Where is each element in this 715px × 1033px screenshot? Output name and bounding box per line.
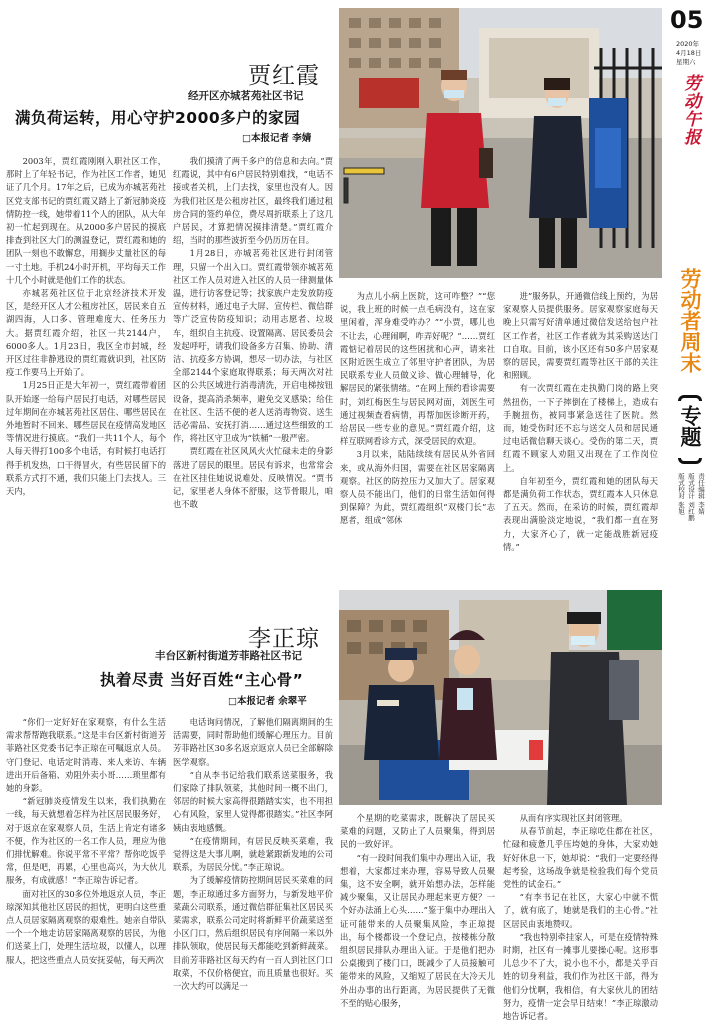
paragraph: 自年初至今，贾红霞和她的团队每天都是满负荷工作状态，贾红霞本人只休息了五天。然而，在采访的时候，贾红霞却表现出满脸淡定地说，“我们都一直在努力，大家齐心了，就一定能战胜新冠疫情。” [503, 475, 658, 552]
paragraph: 有一次贾红霞在走执勤门岗的路上突然扭伤，一下子摔倒在了楼梯上，造成右手腕扭伤，被同事紧急送往了医院。然而，她受伤时还不忘与送交人员和居民通过电话微信聊天谈心。受伤的第二天，贾红霞不顾家人劝阻又出现在了工作岗位上。 [503, 383, 658, 473]
story2-name: 李正琼 [248, 626, 320, 652]
paragraph: 3月以来，陆陆续续有居民从外省回来，或从海外归国，需要在社区居家隔离观察。社区的防控压力又加大了。居家观察人员不能出门，他们的日常生活如何得到保障？为此，贾红霞组织“双楼门长”志愿者，组成“邻休 [340, 449, 495, 526]
section-bracket [678, 395, 702, 401]
credits [674, 473, 708, 563]
story2-column-1 [6, 716, 166, 1031]
story2-byline: □本报记者 余翠平 [228, 696, 307, 707]
date-day: 4月18日 [676, 49, 702, 57]
story1-byline: □本报记者 李婧 [242, 133, 312, 144]
story1-column-4 [503, 290, 658, 565]
paragraph: “新冠肺炎疫情发生以来，我们执勤在一线，每天就想着怎样为社区居民服务好，对于返京在家观察人员，生活上肯定有诸多不便，作为社区的一名工作人员，理应为他们排忧解难。你说平常不平常？帮你吃饭乎常，但是吧，再累，心里也高兴，为大伙儿服务，有成就感！”李正琼告诉记者。 [6, 796, 166, 886]
story2-column-2 [173, 716, 333, 1031]
paragraph: “有一段时间我们集中办理出入证，我想着，大家都过来办理，容易导致人员聚集，这不安全啊，就开始想办法，怎样能减少聚集，又让居民办理起来更方便？一个好办法涌上心头……”鉴于集中办理出入证可能带来的人员聚集风险，李正琼提出，每个楼都设一个登记点，按楼栋分散组织居民排队办理出入证。于是他们把办公桌搬到了楼门口，既减少了人员接触可能带来的风险，又缩短了居民在大冷天儿外出办事的出行距离，为居民提供了无微不至的贴心服务， [340, 852, 495, 1008]
paragraph: 面对社区的30多位外地返京人员，李正琼深知其他社区居民的担忧，更明白这些重点人员居家隔离观察的艰难性。她亲自带队一个一个地走访居家隔离观察的居民，为他们送菜上门，处理生活垃圾，以懂人，以理服人，把这些重点人员安抚妥帖，每天两次 [6, 888, 166, 965]
paragraph: “你们一定好好在家观察，有什么生活需求帮帮跑我联系。”这是丰台区新村街道芳菲路社区党委书记李正琼在可嘱返京人员。守门登记、电话定时消毒、来人来访、车辆进出开后备箱、劝阻外卖小哥……琐里都有她的身影。 [6, 717, 166, 794]
paragraph: 进”服务队，开通微信线上预约，为居家观察人员提供服务。居家观察家庭每天晚上只需写好清单通过微信发送给包户社区工作者，社区工作者就为其采购送达门口自取。目前，该小区还有50多户居家观察的居民，需要贾红霞等社区干部的关注和照顾。 [503, 291, 658, 381]
section-subtitle: 专题 [678, 405, 702, 447]
paragraph: “在疫情期间，有居民反映买菜难，我觉得这是大事儿啊，就趁紧跟新发地的公司联系，为居民分忧。”李正琼说。 [173, 835, 333, 873]
date-year: 2020年 [676, 40, 700, 48]
story1-column-3 [340, 290, 495, 565]
paragraph: 个星期的吃菜需求，既解决了居民买菜难的问题，又防止了人员聚集，得到居民的一致好评。 [340, 813, 495, 850]
story1-headline: 满负荷运转，用心守护2000多户的家园 [15, 109, 301, 127]
story1-column-1 [6, 155, 166, 565]
street-scene-image [339, 8, 662, 278]
weekday: 星期六 [676, 58, 696, 66]
paragraph: 为了缓解疫情防控期间居民买菜难的问题，李正琼通过多方面努力，与新发地平价菜蔬公司联系，通过微信群征集社区居民买菜需求，联系公司定时将新鲜平价蔬菜送至小区门口，然后组织居民有序间隔一米以外排队领取，使居民每天都能吃到新鲜蔬菜。目前芳菲路社区每天约有一百人到社区门口取菜，不仅价格便宜，而且质量也很好。买一次大约可以满足一 [173, 875, 333, 992]
story1-column-2 [173, 155, 333, 565]
section-label [672, 268, 708, 553]
story2-photo [339, 590, 662, 805]
story1-name: 贾红霞 [248, 63, 320, 89]
registration-desk-image [339, 590, 662, 805]
paragraph: 我们摸清了两千多户的信息和去向。”贾红霞说，其中有6户居民特别难找，“电话不接或者关机，上门去找，家里也没有人。因为我们社区是公租房社区，最终我们通过租房合同的签约单位，费尽周折联系上了这几户居民，才算把情况摸排清楚。”贾红霞介绍，当时的那些波折至今仍历历在目。 [173, 156, 333, 246]
story2-subtitle: 丰台区新村街道芳菲路社区书记 [155, 650, 302, 662]
paragraph: “我也特别牵挂家人，可是在疫情特殊时期，社区有一摊事儿要操心呢。这形事儿总少不了大，说小也不小，都是关乎百姓的切身利益，我们作为社区干部，得为他们分忧啊，我相信，有大家伙儿的团结努力，疫情一定会早日结束！”李正琼激动地告诉记者。 [503, 931, 658, 1022]
section-title: 劳动者周末 [678, 268, 702, 373]
paragraph: 1月28日，亦城茗苑社区进行封闭管理，只留一个出入口。贾红霞带领亦城茗苑社区工作人员对进入社区的人员一律测量体温，进行访客登记等；找家族户走发放防疫宣传材料，通过电子大屏、宣传栏、微信群等广泛宣传防疫知识；动用志愿者、垃圾车，组织自主抗疫、设置隔离、居民委员会发起呼吁，请我们设备多方召集、协助、清洁、抗疫多方协调，想尽一切办法，与社区全部2144个家庭取得联系；每天两次对社区的公共区域进行消毒清洗，开启电梯按钮设备，提高消杀频率，避免交叉感染；给住在社区、生活不便的老人送消毒物资、送生活必需品、安抚打消……通过这些细致的工作，将社区守卫成为“铁桶”一般严密。 [173, 248, 333, 444]
paragraph: 1月25日正是大年初一，贾红霞带着团队开始逐一给每户居民打电话，对哪些居民过年期间在亦城茗苑社区居住、哪些居民在外地暂时不回来、哪些居民在疫情高发地区等情况进行摸底。“我们一共11个人，每个人每天得打100多个电话，有时候打电话打得手机发热，口干得冒火，有些居民留下的联系方式打不通，我们只能上门去找人。三天内， [6, 380, 166, 497]
section-bracket-bottom [678, 458, 702, 464]
newspaper-logo: 劳动午报 [680, 74, 700, 146]
credit-designer: 版式设计 刘红鹏 [687, 473, 695, 521]
story2-column-4 [503, 812, 658, 1031]
paragraph: 贾红霞在社区风风火火忙碌未走的身影落进了居民的眼里。居民有诉求，也常常会在社区挂住她说说难处、反映情况。“贾书记，家里老人身体不舒服，这节骨眼儿，咱也不敢 [173, 446, 333, 510]
story2-column-3 [340, 812, 495, 1031]
paragraph: “自从李书记给我们联系送菜服务，我们家除了排队领菜，其他时间一概不出门，邻居的时候大家高得很踏踏实实，也不用担心有风险，家里人觉得都很踏实。”社区李阿姨由衷地感慨。 [173, 769, 333, 833]
paragraph: 2003年，贾红霞刚刚入职社区工作，那时上了年轻书记，作为社区工作者，她见证了几个月。17年之后，已成为亦城茗苑社区党支部书记的贾红霞又踏上了新冠肺炎疫情防控一线，她带着11个人的团队，从大年初一忙起到现在。从2000多户居民的摸底排查到社区大门的测温登记，贾红霞和她的团队一刻也不敢懈怠，用搁步丈量社区的每一寸土地。手机24小时开机，平均每天工作十几个小时就是他们工作的状态。 [6, 156, 166, 285]
story1-subtitle: 经开区亦城茗苑社区书记 [188, 90, 304, 102]
page-number: 05 [670, 6, 704, 34]
paragraph: “有李书记在社区，大家心中就不慌了，就有底了，她就是我们的主心骨。”社区居民由衷地赞叹。 [503, 892, 658, 929]
story2-headline: 执着尽责 当好百姓“主心骨” [100, 671, 304, 689]
credit-proofreader: 版式校对 张旭 [677, 473, 685, 515]
paragraph: 从春节前起，李正琼吃住都在社区，忙碌和疲惫几乎压垮她的身体，大家劝她好好休息一下，她却说：“我们一定要经得起考验，这场战争就是检验我们每个党员党性的试金石。” [503, 826, 658, 890]
paragraph: 亦城茗苑社区位于北京经济技术开发区，是经开区人才公租房社区，居民来自五湖四海，人口多、管理难度大、任务压力大。据贾红霞介绍，社区一共2144户，6000多人。1月23日，我区全市封城，经开区过往非静逃设的贾红霞就识到，社区防疫工作要马上开始了。 [6, 288, 166, 378]
paragraph: 电话询问情况，了解他们隔离期间的生活需要，同时帮助他们缓解心理压力。目前芳菲路社区30多名返京返京人员已全部解除医学观察。 [173, 717, 333, 767]
credit-editor: 责任编辑 李婧 [697, 473, 705, 515]
story1-photo [339, 8, 662, 278]
paragraph: 为点儿小病上医院，这可咋整？”“您说，我上班的时候一点毛病没有，这在家里闲着，浑身难受咋办？”“小贾，哪儿也不让去，心理闹啊，咋弄好呢？”……贾红霞惦记着居民的这些困扰和心声，请来社区附近医生成立了邻里守护者团队，为居民联系专业人员做义诊、做心理辅导，化解居民的紧张情绪。“在网上预约看诊需要时，刘红梅医生与居民网对面，刘医生可通过视频查看病情，再帮加医诊断开药，给居民一些专业的意见。”贾红霞介绍，这样互联网看诊方式，深受居民的欢迎。 [340, 291, 495, 447]
paragraph: 从而有序实现社区封闭管理。 [519, 813, 628, 823]
masthead [668, 6, 712, 306]
